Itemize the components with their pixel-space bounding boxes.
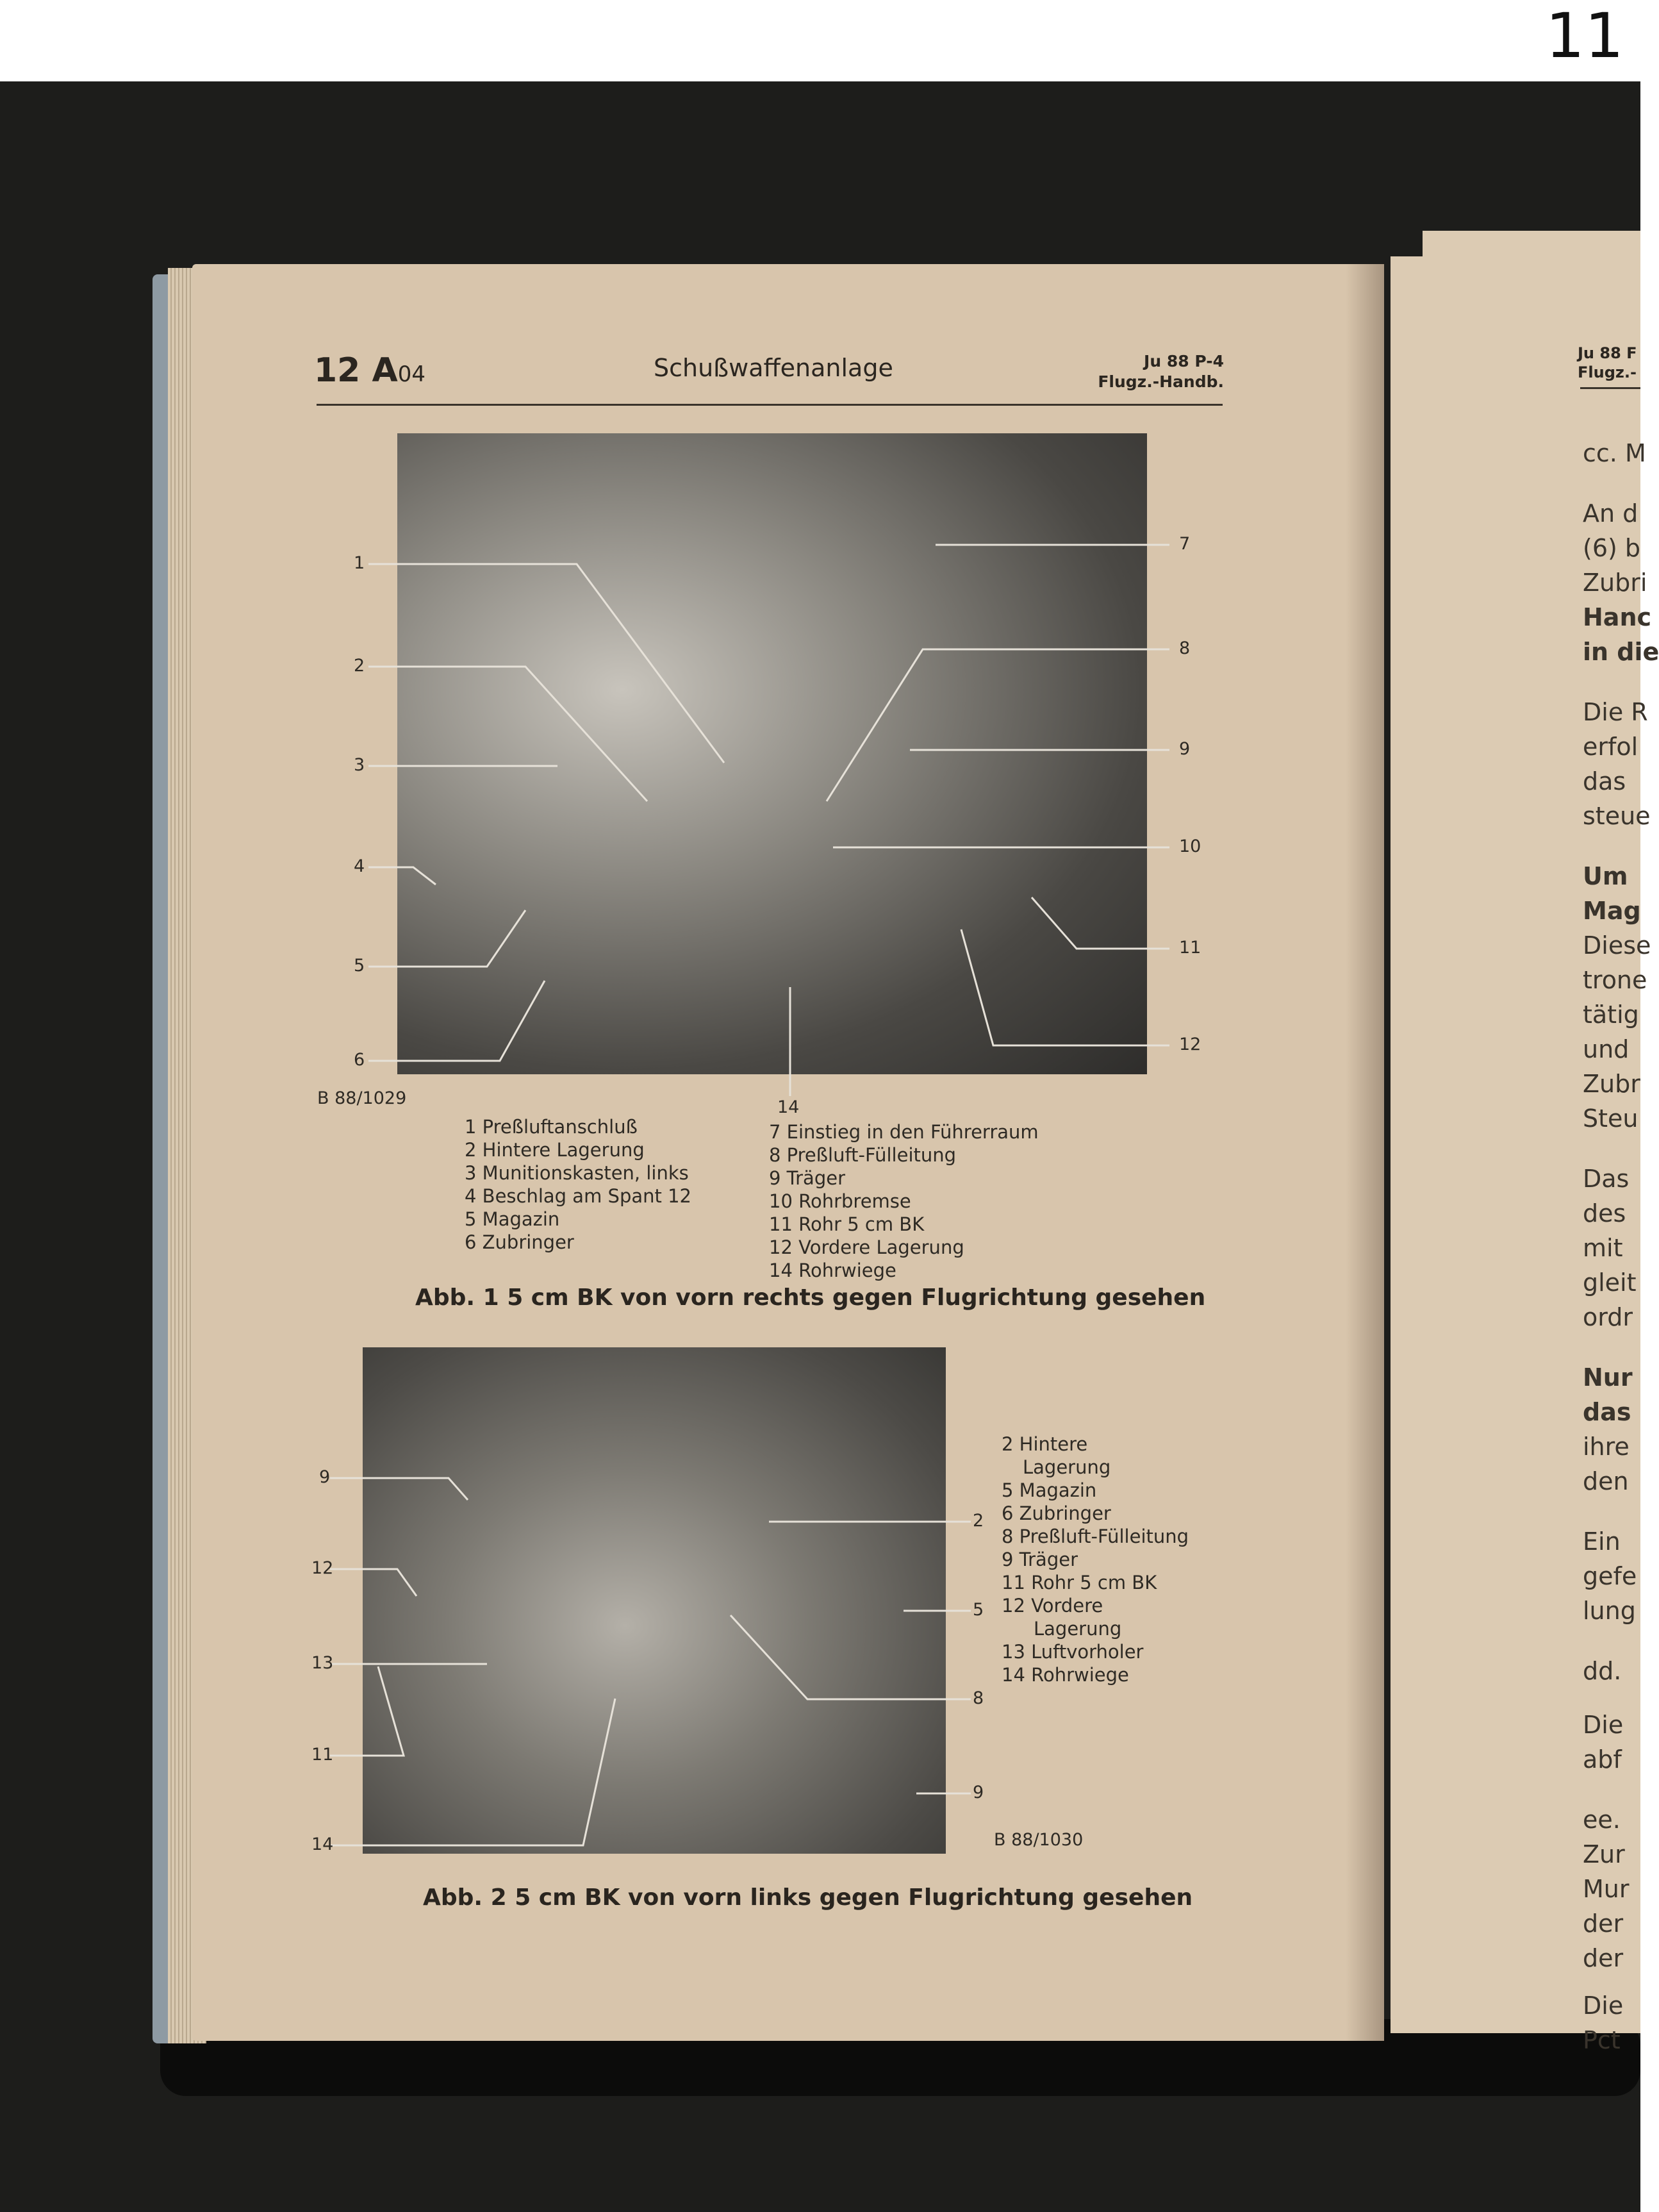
fig2-callout-2: 2 [973,1511,984,1531]
fig1-callout-11: 11 [1179,938,1201,958]
right-page-text [1583,436,1659,2058]
right-page-line: Nur [1583,1363,1633,1392]
right-page-line: trone [1583,966,1647,994]
legend-item: 6 Zubringer [1002,1502,1111,1524]
legend-item: Lagerung [1023,1456,1111,1478]
right-page-line: gleit [1583,1268,1637,1297]
fig2-callout-12: 12 [311,1558,334,1578]
legend-item: 12 Vordere Lagerung [769,1236,964,1258]
right-page-line: Zur [1583,1840,1625,1868]
legend-item: 7 Einstieg in den Führerraum [769,1121,1039,1143]
right-page-line: Die R [1583,698,1648,726]
sheet-number: 11 [1545,0,1624,72]
section-title: Schußwaffenanlage [654,354,893,382]
fig2-legend [1002,1433,1189,1686]
right-page-line: Das [1583,1165,1630,1193]
legend-item: 4 Beschlag am Spant 12 [465,1185,691,1207]
right-page-line: das [1583,1398,1631,1426]
right-page-line: Diese [1583,931,1651,960]
right-page-line: ihre [1583,1433,1630,1461]
fig1-callout-5: 5 [354,956,365,976]
right-page-line: Steu [1583,1104,1638,1133]
fig1-reference: B 88/1029 [317,1088,407,1108]
right-page-line: An d [1583,499,1638,528]
fig2-callout-13: 13 [311,1653,334,1673]
fig1-caption: Abb. 1 5 cm BK von vorn rechts gegen Flugrichtung gesehen [415,1285,1206,1311]
fig2-callout-9-right: 9 [973,1783,984,1802]
legend-item: 3 Munitionskasten, links [465,1162,689,1184]
right-page-line: steue [1583,802,1651,830]
aircraft-line2: Flugz.-Handb. [1098,372,1224,391]
right-page-line: das [1583,767,1626,795]
fig1-callout-9: 9 [1179,739,1191,759]
right-page-line: abf [1583,1745,1622,1774]
legend-item: 8 Preßluft-Fülleitung [1002,1526,1189,1547]
fig1-callout-4: 4 [354,856,365,876]
right-page-header [1578,344,1637,382]
legend-item: 13 Luftvorholer [1002,1641,1144,1663]
right-header-rule [1580,387,1640,389]
right-page-line: Die [1583,1711,1624,1739]
fig1-callout-3: 3 [354,755,365,775]
fig1-legend-col1 [465,1115,691,1254]
legend-item: 8 Preßluft-Fülleitung [769,1144,957,1166]
right-page-line: Zubri [1583,569,1647,597]
right-page-line: Mag [1583,897,1641,925]
fig2-reference: B 88/1030 [994,1830,1084,1850]
section-number-main: 12 A [314,351,398,390]
section-suffix: 04 [397,362,425,387]
legend-item: 5 Magazin [465,1208,560,1230]
right-page-line: Die [1583,1992,1624,2020]
legend-item: 10 Rohrbremse [769,1190,911,1212]
legend-item: 9 Träger [769,1167,845,1189]
fig1-callout-6: 6 [354,1050,365,1070]
right-page-line: Ein [1583,1527,1621,1556]
fig1-callout-8: 8 [1179,638,1191,658]
fig2-callout-5: 5 [973,1600,984,1620]
fig2-callout-14: 14 [311,1834,334,1854]
right-page-line: dd. [1583,1657,1622,1685]
right-page-line: erfol [1583,733,1638,761]
legend-item: 2 Hintere Lagerung [465,1139,645,1161]
fig1-callout-7: 7 [1179,534,1191,554]
right-page-line: und [1583,1035,1630,1063]
fig1-callout-12: 12 [1179,1035,1201,1054]
fig1-callout-2: 2 [354,656,365,676]
fig1-callout-1: 1 [354,553,365,573]
right-page-line: Hanc [1583,603,1652,631]
right-page-line: lung [1583,1597,1636,1625]
legend-item: 14 Rohrwiege [1002,1664,1129,1686]
fig1-callout-10: 10 [1179,836,1201,856]
right-page-line: in die [1583,638,1659,666]
fig1-legend-col2 [769,1120,1039,1282]
right-page-line: Zubr [1583,1070,1640,1098]
legend-item: 6 Zubringer [465,1231,574,1253]
legend-item: 2 Hintere [1002,1433,1088,1455]
right-page-line: gefe [1583,1562,1637,1590]
right-page-line: den [1583,1467,1629,1495]
right-page-line: Um [1583,862,1628,890]
legend-item: 11 Rohr 5 cm BK [769,1213,925,1235]
right-page-line: ordr [1583,1303,1633,1331]
legend-item: 11 Rohr 5 cm BK [1002,1572,1157,1593]
right-header-line2: Flugz.- [1578,363,1637,381]
legend-item: 5 Magazin [1002,1479,1097,1501]
right-page-line: des [1583,1199,1626,1227]
legend-item: 12 Vordere [1002,1595,1103,1617]
legend-item: 9 Träger [1002,1549,1078,1570]
legend-item: 14 Rohrwiege [769,1260,896,1281]
right-page-line: der [1583,1944,1624,1972]
legend-item: 1 Preßluftanschluß [465,1116,638,1138]
right-page-line: tätig [1583,1001,1639,1029]
right-page-line: mit [1583,1234,1623,1262]
fig2-callout-11: 11 [311,1745,334,1765]
right-page-line: ee. [1583,1806,1621,1834]
fig2-callout-9-left: 9 [319,1467,331,1487]
fig1-callout-14: 14 [777,1097,800,1117]
aircraft-line1: Ju 88 P-4 [1144,352,1224,370]
right-header-line1: Ju 88 F [1578,344,1637,362]
fig2-callout-8: 8 [973,1688,984,1708]
fig2-caption: Abb. 2 5 cm BK von vorn links gegen Flugrichtung gesehen [423,1884,1193,1911]
legend-item: Lagerung [1034,1618,1122,1640]
right-page-line: Pct [1583,2026,1621,2054]
right-page-line: cc. M [1583,439,1646,467]
right-page-line: der [1583,1909,1624,1938]
right-page-line: (6) b [1583,534,1641,562]
right-page-line: Mur [1583,1875,1630,1903]
